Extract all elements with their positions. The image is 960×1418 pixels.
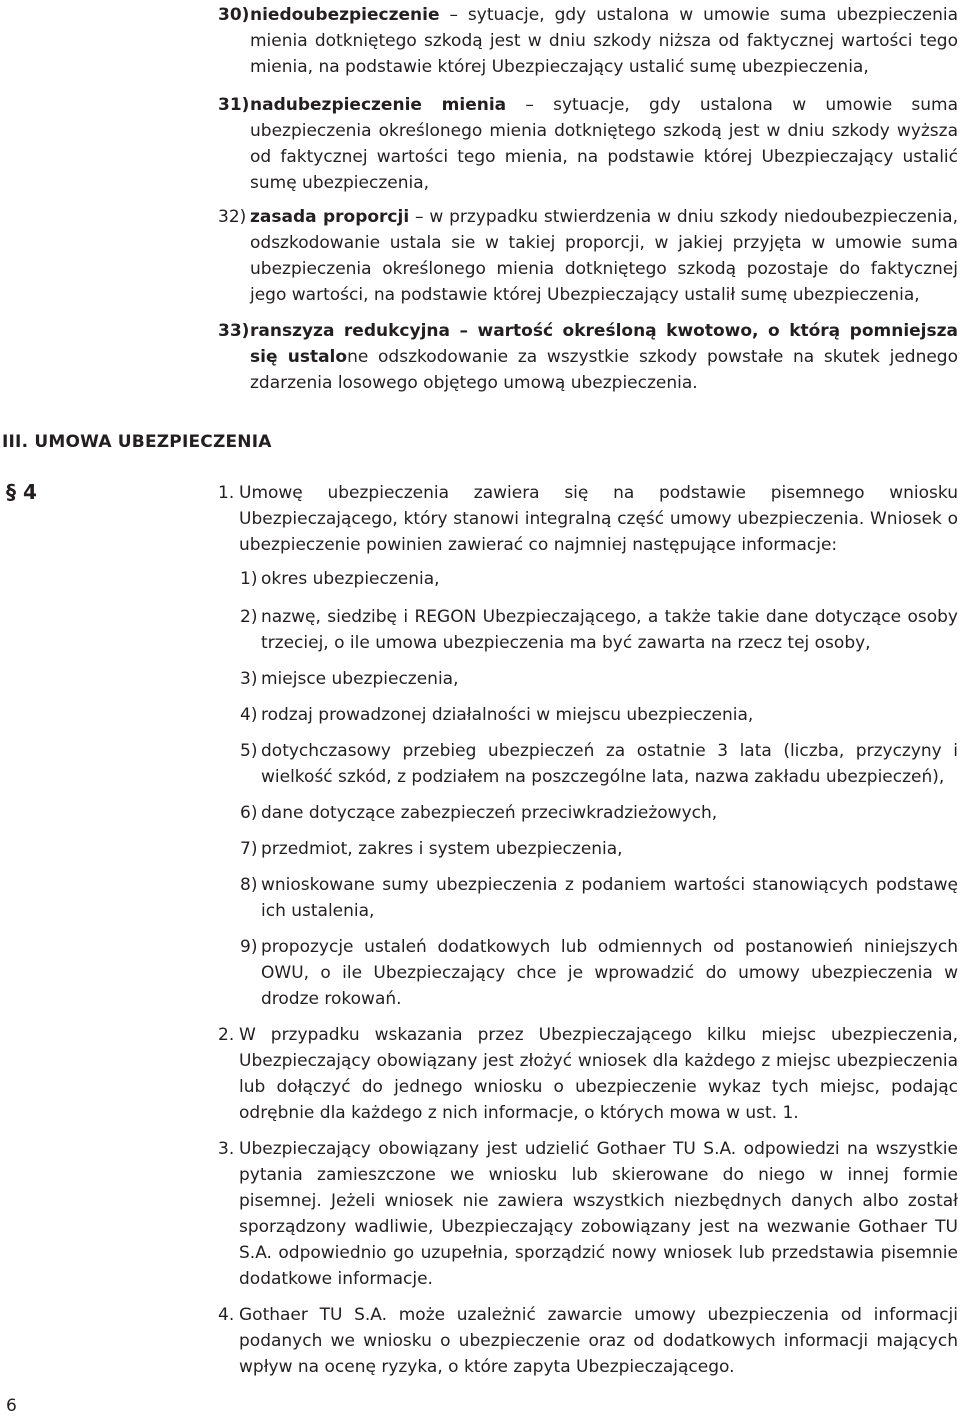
definition-term: zasada proporcji <box>250 207 410 227</box>
list-item-number: 1) <box>240 569 258 589</box>
list-item-text: dotychczasowy przebieg ubezpieczeń za ostatnie 3 lata (liczba, przyczyny i wielkość szkód, z podziałem na poszczególne lata, nazwa zakładu ubezpieczeń), <box>261 741 958 787</box>
list-item <box>240 800 958 826</box>
definition-number: 30) <box>218 5 250 25</box>
definition-term: ranszyza redukcyjna – wartość określoną kwotowo, o którą pomniejsza się ustalo <box>250 321 958 367</box>
paragraph-3 <box>218 1136 958 1292</box>
definition-term: nadubezpieczenie mienia <box>250 95 507 115</box>
list-item-number: 7) <box>240 839 258 859</box>
list-item <box>240 604 958 656</box>
paragraph-number: 4. <box>218 1305 235 1325</box>
paragraph-4 <box>218 1302 958 1380</box>
paragraph-mark: § 4 <box>6 480 37 504</box>
definition-number: 33) <box>218 321 250 341</box>
paragraph-text: Ubezpieczający obowiązany jest udzielić Gothaer TU S.A. odpowiedzi na wszystkie pytania zamieszczone we wniosku lub skierowane do niego w innej formie pisemnej. Jeżeli wniosek nie zawiera wszystkich niezbędnych danych albo został sporządzony wadliwie, Ubezpieczający zobowiązany jest na wezwanie Gothaer TU S.A. odpowiednio go uzupełnia, sporządzić nowy wniosek lub przedstawia pisemnie dodatkowe informacje. <box>239 1139 958 1289</box>
list-item-text: propozycje ustaleń dodatkowych lub odmiennych od postanowień niniejszych OWU, o ile Ubezpieczający chce je wprowadzić do umowy ubezpieczenia w drodze rokowań. <box>261 937 958 1009</box>
list-item-number: 2) <box>240 607 258 627</box>
list-item-number: 6) <box>240 803 258 823</box>
definition-30 <box>218 2 958 80</box>
list-item-text: dane dotyczące zabezpieczeń przeciwkradzieżowych, <box>261 803 718 823</box>
list-item-text: okres ubezpieczenia, <box>261 569 440 589</box>
paragraph-text: Gothaer TU S.A. może uzależnić zawarcie umowy ubezpieczenia od informacji podanych we wniosku o ubezpieczenie oraz od dodatkowych informacji mających wpływ na ocenę ryzyka, o które zapyta Ubezpieczającego. <box>239 1305 958 1377</box>
paragraph-number: 1. <box>218 483 235 503</box>
list-item <box>240 836 958 862</box>
list-item <box>240 738 958 790</box>
paragraph-2 <box>218 1022 958 1126</box>
paragraph-number: 3. <box>218 1139 235 1159</box>
list-item <box>240 702 958 728</box>
section-heading: III. UMOWA UBEZPIECZENIA <box>2 432 272 452</box>
paragraph-number: 2. <box>218 1025 235 1045</box>
definition-number: 31) <box>218 95 250 115</box>
list-item <box>240 566 958 592</box>
definition-33 <box>218 318 958 396</box>
definition-text: – sytuacje, gdy ustalona w umowie suma ubezpieczenia mienia dotkniętego szkodą jest w dniu szkody niższa od faktycznej wartości tego mienia, na podstawie której Ubezpieczający ustalić sumę ubezpieczenia, <box>250 5 958 77</box>
definition-number: 32) <box>218 207 247 227</box>
page-number: 6 <box>6 1396 17 1416</box>
list-item-text: wnioskowane sumy ubezpieczenia z podaniem wartości stanowiących podstawę ich ustalenia, <box>261 875 958 921</box>
list-item-text: przedmiot, zakres i system ubezpieczenia, <box>261 839 623 859</box>
list-item-text: rodzaj prowadzonej działalności w miejscu ubezpieczenia, <box>261 705 754 725</box>
definition-text: – sytuacje, gdy ustalona w umowie suma ubezpieczenia określonego mienia dotkniętego szkodą jest w dniu szkody wyższa od faktycznej wartości tego mienia, na podstawie której Ubezpieczający ustalić sumę ubezpieczenia, <box>250 95 958 193</box>
paragraph-text: W przypadku wskazania przez Ubezpieczającego kilku miejsc ubezpieczenia, Ubezpieczający obowiązany jest złożyć wniosek dla każdego z miejsc ubezpieczenia lub dołączyć do jednego wniosku o ubezpieczenie wykaz tych miejsc, podając odrębnie dla każdego z nich informacje, o których mowa w ust. 1. <box>239 1025 958 1123</box>
definition-32 <box>218 204 958 308</box>
list-item-number: 3) <box>240 669 258 689</box>
definition-text: – w przypadku stwierdzenia w dniu szkody niedoubezpieczenia, odszkodowanie ustala sie w takiej proporcji, w jakiej przyjęta w umowie suma ubezpieczenia określonego mienia dotkniętego szkodą pozostaje do faktycznej jego wartości, na podstawie której Ubezpieczający ustalił sumę ubezpieczenia, <box>250 207 958 305</box>
list-item <box>240 872 958 924</box>
definition-term: niedoubezpieczenie <box>250 5 440 25</box>
list-item-text: nazwę, siedzibę i REGON Ubezpieczającego, a także takie dane dotyczące osoby trzeciej, o ile umowa ubezpieczenia ma być zawarta na rzecz tej osoby, <box>261 607 958 653</box>
list-item <box>240 934 958 1012</box>
definition-31 <box>218 92 958 196</box>
list-item-number: 8) <box>240 875 258 895</box>
definition-text: ne odszkodowanie za wszystkie szkody powstałe na skutek jednego zdarzenia losowego objętego umową ubezpieczenia. <box>250 347 958 393</box>
paragraph-text: Umowę ubezpieczenia zawiera się na podstawie pisemnego wniosku Ubezpieczającego, który stanowi integralną część umowy ubezpieczenia. Wniosek o ubezpieczenie powinien zawierać co najmniej następujące informacje: <box>239 483 958 555</box>
list-item-number: 4) <box>240 705 258 725</box>
list-item-number: 9) <box>240 937 258 957</box>
list-item <box>240 666 958 692</box>
list-item-text: miejsce ubezpieczenia, <box>261 669 459 689</box>
paragraph-1 <box>218 480 958 558</box>
list-item-number: 5) <box>240 741 258 761</box>
